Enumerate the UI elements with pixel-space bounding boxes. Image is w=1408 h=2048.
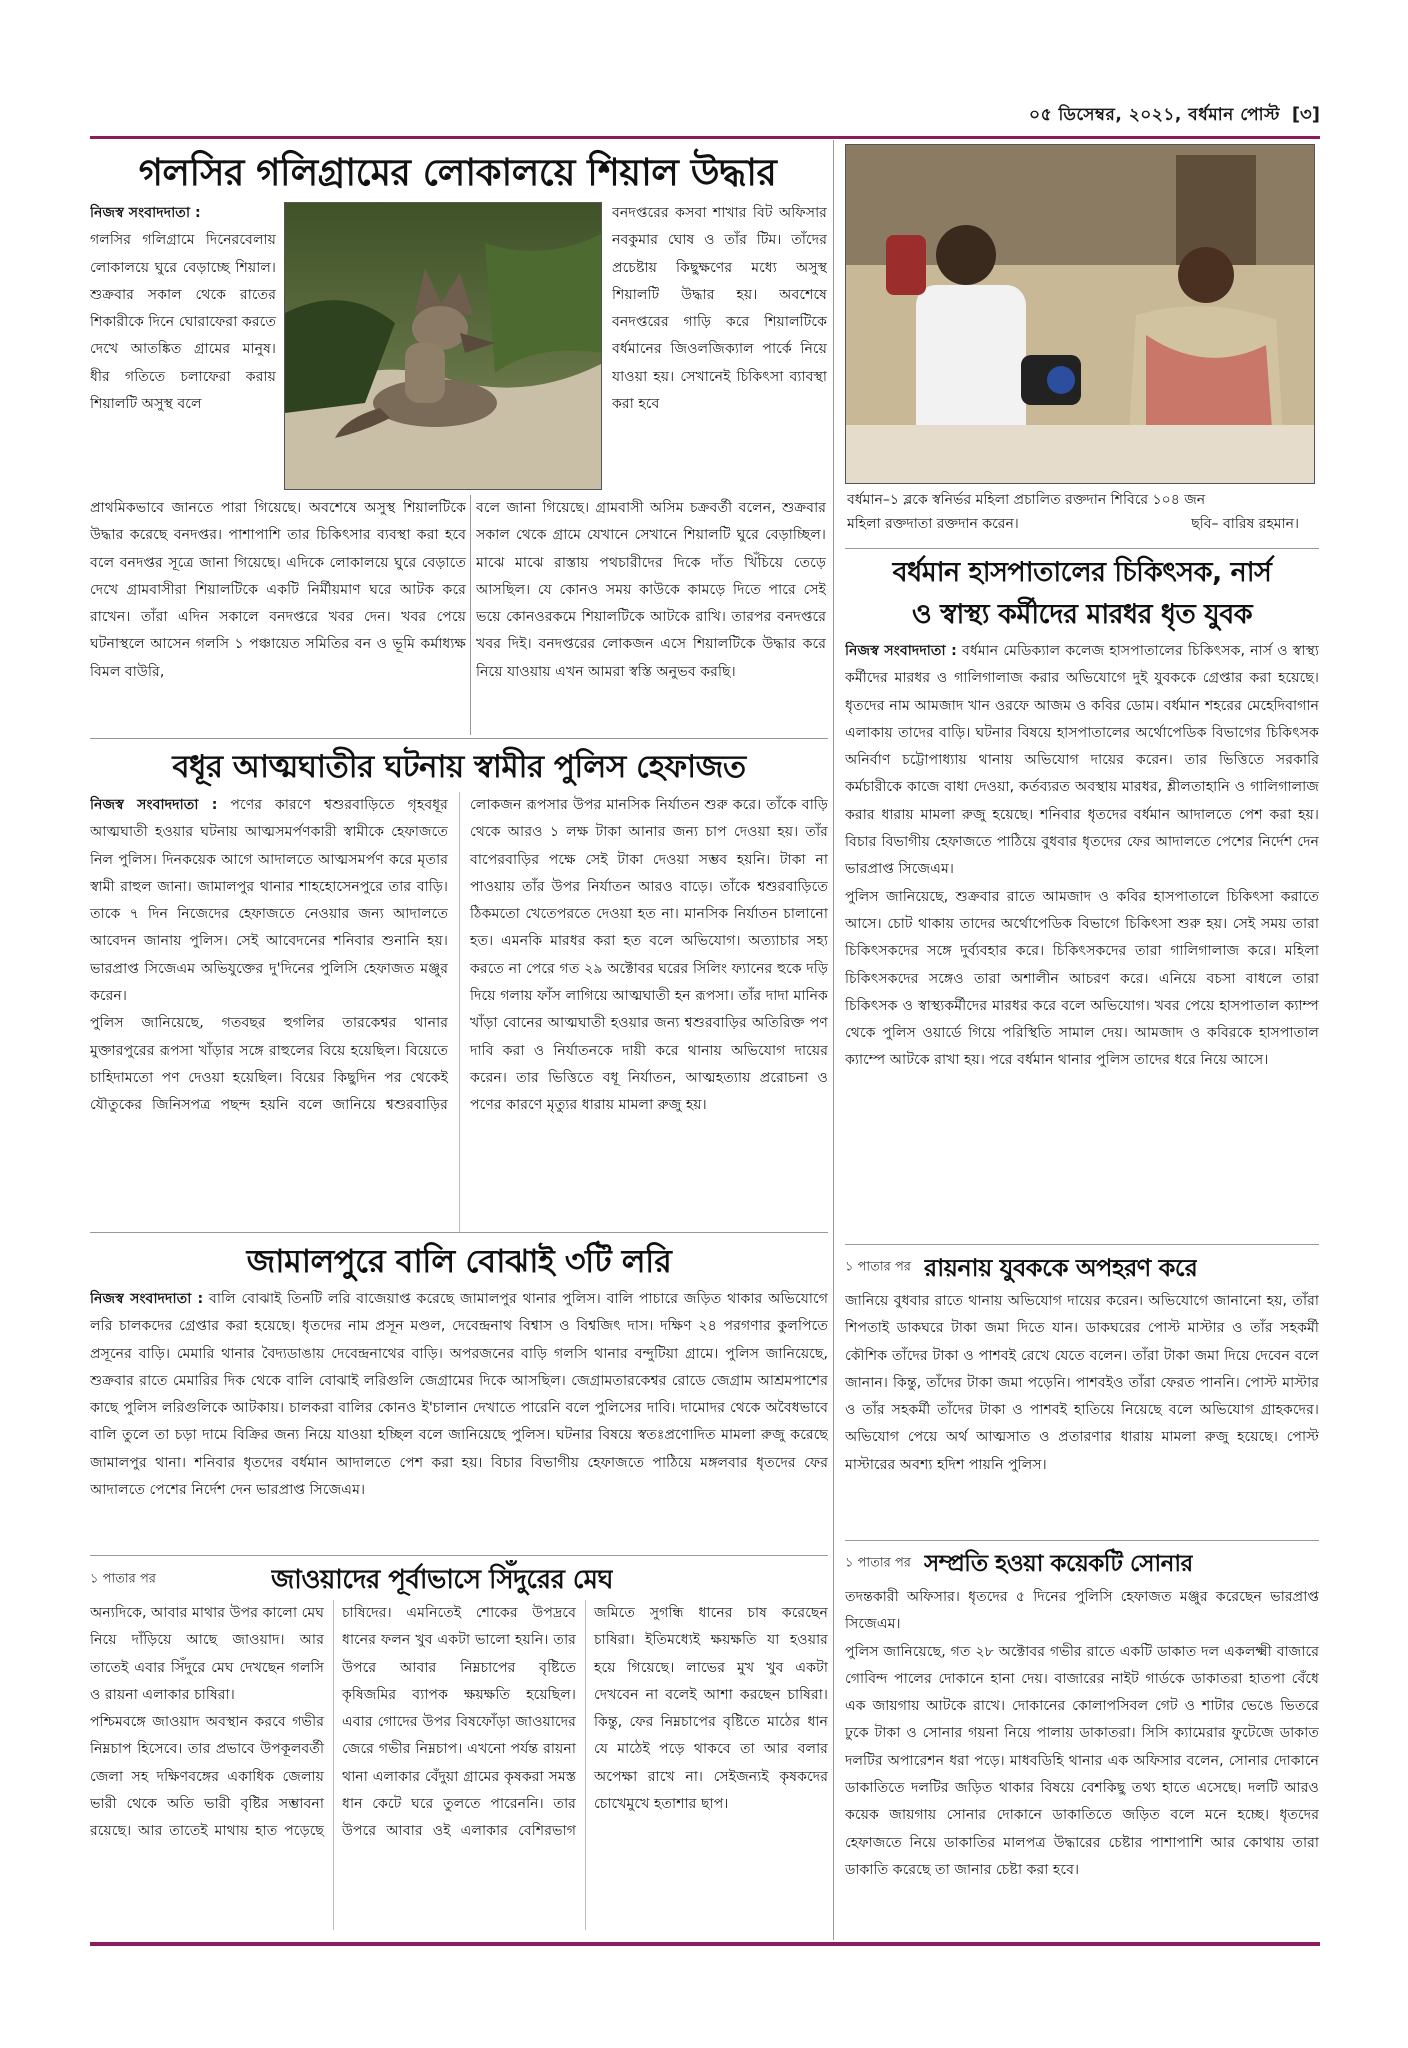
story2-byline: নিজস্ব সংবাদদাতা : [90, 797, 218, 813]
story1-lower-left: প্রাথমিকভাবে জানতে পারা গিয়েছে। অবশেষে অসুস্থ শিয়ালটিকে উদ্ধার করেছে বনদপ্তর। পাশাপাশি তার চিকিৎসার ব্যবস্থা করা হবে বলে বনদপ্তর সূত্রে জানা গিয়েছে। এদিকে লোকালয়ে ঘুরে বেড়াতে দেখে গ্রামবাসীরা শিয়ালটিকে একটি নির্মীয়মাণ ঘরে আটক করে রাখেন। তাঁরা এদিন সকালে বনদপ্তরে খবর দেন। খবর পেয়ে ঘটনাস্থলে আসেন গলসি ১ পঞ্চায়েত সমিতির বন ও ভূমি কর্মাধ্যক্ষ বিমল বাউরি, [90, 500, 466, 680]
photo-credit: ছবি– বারিষ রহমান। [1191, 516, 1299, 532]
story-separator [845, 548, 1319, 549]
photo-caption-line-1: বর্ধমান–১ ব্লকে স্বনির্ভর মহিলা প্রচালিত রক্তদান শিবিরে ১০৪ জন [847, 492, 1206, 508]
story5-headline-line-2: ও স্বাস্থ্য কর্মীদের মারধর ধৃত যুবক [911, 599, 1253, 630]
column-divider [833, 140, 834, 1940]
story1-lower-right: বলে জানা গিয়েছে। গ্রামবাসী অসিম চক্রবর্তী বলেন, শুক্রবার সকাল থেকে গ্রামে যেখানে সেখানে শিয়ালটি ঘুরে বেড়াচ্ছিল। মাঝে মাঝে রাস্তায় পথচারীদের দিকে দাঁত খিঁচিয়ে তেড়ে আসছিল। যে কোনও সময় কাউকে কামড়ে দিতে পারে সেই ভয়ে কোনওরকমে শিয়ালটিকে আটকে রাখি। তারপর বনদপ্তরে খবর দিই। বনদপ্তরের লোকজন এসে শিয়ালটিকে উদ্ধার করে নিয়ে যাওয়ায় এখন আমরা স্বস্তি অনুভব করছি। [476, 500, 826, 680]
story5-headline-line-1: বর্ধমান হাসপাতালের চিকিৎসক, নার্স [892, 557, 1272, 588]
story1-text-beside-photo: গলসির গলিগ্রামে দিনেরবেলায় লোকালয়ে ঘুরে বেড়াচ্ছে শিয়াল। শুক্রবার সকাল থেকে রাতের শিকারীকে দিনে ঘোরাফেরা করতে দেখে আতঙ্কিত গ্রামের মানুষ। ধীর গতিতে চলাফেরা করায় শিয়ালটি অসুস্থ বলে [90, 232, 276, 413]
story7-body [845, 1584, 1319, 1934]
story5-byline: নিজস্ব সংবাদদাতা : [845, 643, 957, 659]
story4-continued-label: ১ পাতার পর [90, 1571, 156, 1587]
story1-intro [90, 200, 276, 495]
story3-text: বালি বোঝাই তিনটি লরি বাজেয়াপ্ত করেছে জামালপুর থানার পুলিস। বালি পাচারে জড়িত থাকার অভিযোগে লরি চালকদের গ্রেপ্তার করা হয়েছে। ধৃতদের নাম প্রসূন মণ্ডল, দেবেন্দ্রনাথ বিশ্বাস ও বিশ্বজিৎ দাস। দক্ষিণ ২৪ পরগণার কুলপিতে প্রসূনের বাড়ি। মেমারি থানার বৈদ্যডাঙায় দেবেন্দ্রনাথের বাড়ি। অপরজনের বাড়ি গলসি থানার বন্দুটিয়া গ্রামে। পুলিস জানিয়েছে, শুক্রবার রাতে মেমারির দিক থেকে বালি বোঝাই লরিগুলি জেগ্রামের দিকে আসছিল। জেগ্রামতারকেশ্বর রোডে জেগ্রাম আশ্রমপাশের কাছে পুলিস লরিগুলিকে আটকায়। চালকরা বালির কোনও ই'চালান দেখাতে পারেনি বলে পুলিসের দাবি। দামোদর থেকে অবৈধভাবে বালি তুলে তা চড়া দামে বিক্রির জন্য নিয়ে যাওয়া হচ্ছিল বলে জানিয়েছে পুলিস। ঘটনার বিষয়ে স্বতঃপ্রণোদিত মামলা রুজু করেছে জামালপুর থানা। শনিবার ধৃতদের বর্ধমান আদালতে পেশ করা হয়। বিচার বিভাগীয় হেফাজতে পাঠিয়ে মঙ্গলবার ধৃতদের ফের আদালতে পেশের নির্দেশ দেন ভারপ্রাপ্ত সিজেএম। [90, 1291, 828, 1499]
photo-caption [847, 488, 1317, 540]
story2-paragraph-1: পণের কারণে শ্বশুরবাড়িতে গৃহবধূর আত্মঘাতী হওয়ার ঘটনায় আত্মসমর্পণকারী স্বামীকে হেফাজতে নিল পুলিস। দিনকয়েক আগে আদালতে আত্মসমর্পণ করে মৃতার স্বামী রাহুল জানা। জামালপুর থানার শাহহোসেনপুরে তার বাড়ি। তাকে ৭ দিন নিজেদের হেফাজতে নেওয়ার জন্য আদালতে আবেদন জানায় পুলিস। সেই আবেদনের শনিবার শুনানি হয়। ভারপ্রাপ্ত সিজেএম অভিযুক্তের দু'দিনের পুলিসি হেফাজত মঞ্জুর করেন। [90, 797, 448, 1005]
story3-body [90, 1286, 828, 1554]
story2-paragraph-2: পুলিস জানিয়েছে, গতবছর হুগলির তারকেশ্বর থানার মুক্তারপুরের রূপসা খাঁড়ার সঙ্গে রাহুলের বিয়ে হয়েছিল। বিয়েতে চাহিদামতো পণ দেওয়া হয়েছিল। বিয়ের কিছুদিন পর থেকেই যৌতুকের জিনিসপত্র পছন্দ হয়নি বলে জানিয়ে শ্বশুরবাড়ির লোকজন রূপসার উপর মানসিক নির্যাতন শুরু করে। তাঁকে বাড়ি থেকে আরও ১ লক্ষ টাকা আনার জন্য চাপ দেওয়া হয়। তাঁর বাপেরবাড়ির পক্ষে সেই টাকা দেওয়া সম্ভব হয়নি। টাকা না পাওয়ায় তাঁর উপর নির্যাতন আরও বাড়ে। তাঁকে শ্বশুরবাড়িতে ঠিকমতো খেতেপরতে দেওয়া হত না। মানসিক নির্যাতন চালানো হত। এমনকি মারধর করা হত বলে অভিযোগ। অত্যাচার সহ্য করতে না পেরে গত ২৯ অক্টোবর ঘরের সিলিং ফ্যানের হুকে দড়ি দিয়ে গলায় ফাঁস লাগিয়ে আত্মঘাতী হন রূপসা। তাঁর দাদা মানিক খাঁড়া বোনের আত্মঘাতী হওয়ার জন্য শ্বশুরবাড়ির অতিরিক্ত পণ দাবি করা ও নির্যাতনকে দায়ী করে থানায় অভিযোগ দায়ের করেন। তার ভিত্তিতে বধূ নির্যাতন, আত্মহত্যায় প্ররোচনা ও পণের কারণে মৃত্যুর ধারায় মামলা রুজু হয়। [90, 797, 828, 1114]
story7-continued-label: ১ পাতার পর [845, 1555, 911, 1571]
story7-paragraph-2: পুলিস জানিয়েছে, গত ২৮ অক্টোবর গভীর রাতে একটি ডাকাত দল একলক্ষ্মী বাজারে গোবিন্দ পালের দোকানে হানা দেয়। বাজারের নাইট গার্ডকে ডাকাতরা হাতপা বেঁধে এক জায়গায় আটকে রাখে। দোকানের কোলাপসিবল গেট ও শাটার ভেঙে ভিতরে ঢুকে টাকা ও সোনার গয়না নিয়ে পালায় ডাকাতরা। সিসি ক্যামেরার ফুটেজে ডাকাত দলটির অপারেশন ধরা পড়ে। মাধবডিহি থানার এক অফিসার বলেন, সোনার দোকানে ডাকাতিতে দলটির জড়িত থাকার বিষয়ে বেশকিছু তথ্য হাতে এসেছে। দলটি আরও কয়েক জায়গায় সোনার দোকানে ডাকাতিতে জড়িত বলে মনে হচ্ছে। ধৃতদের হেফাজতে নিয়ে ডাকাতির মালপত্র উদ্ধারের চেষ্টার পাশাপাশি আর কোথায় তারা ডাকাতি করেছে তা জানার চেষ্টা করা হবে। [845, 1643, 1319, 1878]
story-separator [90, 1555, 828, 1556]
story5-paragraph-2: পুলিস জানিয়েছে, শুক্রবার রাতে আমজাদ ও কবির হাসপাতালে চিকিৎসা করাতে আসে। চোট থাকায় তাদের অর্থোপেডিক বিভাগে চিকিৎসা শুরু হয়। সেই সময় তারা চিকিৎসকদের সঙ্গে দুর্ব্যবহার করে। চিকিৎসকদের তারা গালিগালাজ করে। মহিলা চিকিৎসকদের সঙ্গেও তারা অশালীন আচরণ করে। এনিয়ে বচসা বাধলে তারা চিকিৎসক ও স্বাস্থ্যকর্মীদের মারধর করে বলে অভিযোগ। খবর পেয়ে হাসপাতাল ক্যাম্প থেকে পুলিস ওয়ার্ডে গিয়ে পরিস্থিতি সামাল দেয়। আমজাদ ও কবিরকে হাসপাতাল ক্যাম্পে আটকে রাখা হয়। পরে বর্ধমান থানার পুলিস তাদের ধরে নিয়ে আসে। [845, 888, 1319, 1069]
story1-byline: নিজস্ব সংবাদদাতা : [90, 205, 201, 221]
story4-headline: জাওয়াদের পূর্বাভাসে সিঁদুরের মেঘ [271, 1565, 613, 1595]
story6-head-row [845, 1248, 1319, 1288]
story1-headline: গলসির গলিগ্রামের লোকালয়ে শিয়াল উদ্ধার [138, 151, 777, 194]
story2-body [90, 792, 828, 1232]
blood-donation-photo [845, 144, 1315, 484]
story3-byline: নিজস্ব সংবাদদাতা : [90, 1291, 204, 1307]
story-separator [90, 738, 828, 739]
page-number: [৩] [1291, 104, 1320, 125]
date-and-paper-name: ০৫ ডিসেম্বর, ২০২১, বর্ধমান পোস্ট [1029, 105, 1280, 125]
header-rule [90, 136, 1320, 139]
story6-body: জানিয়ে বুধবার রাতে থানায় অভিযোগ দায়ের করেন। অভিযোগে জানানো হয়, তাঁরা শিপতাই ডাকঘরে টাকা জমা দিতে যান। ডাকঘরের পোস্ট মাস্টার ও তাঁর সহকর্মী কৌশিক তাঁদের টাকা ও পাশবই রেখে যেতে বলেন। তাঁরা টাকা জমা দিয়ে দেবেন বলে জানান। কিন্তু, তাঁদের টাকা জমা পড়েনি। পাশবইও তাঁরা ফেরত পাননি। পোস্ট মাস্টার ও তাঁর সহকর্মী তাঁদের টাকা ও পাশবই হাতিয়ে নিয়েছে বলে অভিযোগ গ্রাহকদের। অভিযোগ পেয়ে অর্থ আত্মসাত ও প্রতারণার ধারায় মামলা রুজু হয়েছে। পোস্ট মাস্টারের অবশ্য হদিশ পায়নি পুলিস। [845, 1293, 1319, 1473]
jackal-photo-illustration [285, 203, 602, 490]
page-header [90, 98, 1320, 136]
story6-headline: রায়নায় যুবককে অপহরণ করে [924, 1254, 1198, 1282]
story4-paragraph-1: অন্যদিকে, আবার মাথার উপর কালো মেঘ নিয়ে দাঁড়িয়ে আছে জাওয়াদ। আর তাতেই এবার সিঁদুরে মেঘ দেখছেন গলসি ও রায়না এলাকার চাষিরা। [90, 1605, 324, 1703]
story2-headline: বধূর আত্মঘাতীর ঘটনায় স্বামীর পুলিস হেফাজত [172, 749, 746, 785]
story5-headline [845, 552, 1319, 636]
story5-body [845, 638, 1319, 1238]
story5-paragraph-1: বর্ধমান মেডিক্যাল কলেজ হাসপাতালের চিকিৎসক, নার্স ও স্বাস্থ্য কর্মীদের মারধর ও গালিগালাজ করার অভিযোগে দুই যুবককে গ্রেপ্তার করা হয়েছে। ধৃতদের নাম আমজাদ খান ওরফে আজম ও কবির ডোম। বর্ধমান শহরের মেহেদিবাগান এলাকায় তাদের বাড়ি। ঘটনার বিষয়ে হাসপাতালের অর্থোপেডিক বিভাগের চিকিৎসক অনির্বাণ চট্টোপাধ্যায় থানায় অভিযোগ দায়ের করেন। তার ভিত্তিতে সরকারি কর্মচারীকে কাজে বাধা দেওয়া, কর্তব্যরত অবস্থায় মারধর, শ্লীলতাহানি ও গালিগালাজ করার ধারায় মামলা রুজু হয়েছে। শনিবার ধৃতদের বর্ধমান আদালতে পেশ করা হয়। বিচার বিভাগীয় হেফাজতে পাঠিয়ে বুধবার ধৃতদের ফের আদালতে পেশের নির্দেশ দেন ভারপ্রাপ্ত সিজেএম। [845, 643, 1319, 878]
story-separator [90, 1232, 828, 1233]
story-separator [845, 1540, 1319, 1541]
story3-headline: জামালপুরে বালি বোঝাই ৩টি লরি [246, 1242, 672, 1280]
photo-caption-line-2: মহিলা রক্তদাতা রক্তদান করেন। [847, 516, 1019, 532]
story1-right-of-photo: বনদপ্তরের কসবা শাখার বিট অফিসার নবকুমার ঘোষ ও তাঁর টিম। তাঁদের প্রচেষ্টায় কিছুক্ষণের মধ্যে অসুস্থ শিয়ালটি উদ্ধার হয়। অবশেষে বনদপ্তরের গাড়ি করে শিয়ালটিকে বর্ধমানের জিওলজিক্যাল পার্কে নিয়ে যাওয়া হয়। সেখানেই চিকিৎসা ব্যাবস্থা করা হবে [612, 205, 827, 413]
story7-paragraph-1: তদন্তকারী অফিসার। ধৃতদের ৫ দিনের পুলিসি হেফাজত মঞ্জুর করেছেন ভারপ্রাপ্ত সিজেএম। [845, 1589, 1319, 1633]
story6-continued-label: ১ পাতার পর [845, 1259, 911, 1275]
story-separator [845, 1244, 1319, 1245]
story1-divider [470, 495, 471, 735]
story4-paragraph-2: পশ্চিমবঙ্গে জাওয়াদ অবস্থান করবে গভীর নিম্নচাপ হিসেবে। তার প্রভাবে উপকূলবর্তী জেলা সহ দক্ষিণবঙ্গের একাধিক জেলায় ভারী থেকে অতি ভারী বৃষ্টির সম্ভাবনা রয়েছে। আর তাতেই মাথায় হাত পড়েছে চাষিদের। এমনিতেই শোকের উপদ্রবে ধানের ফলন খুব একটা ভালো হয়নি। তার উপরে আবার নিম্নচাপের বৃষ্টিতে কৃষিজমির ব্যাপক ক্ষয়ক্ষতি হয়েছিল। এবার গোদের উপর বিষফোঁড়া জাওয়াদের জেরে গভীর নিম্নচাপ। এখনো পর্যন্ত রায়না থানা এলাকার বেঁদুয়া গ্রামের কৃষকরা সমস্ত ধান কেটে ঘরে তুলতে পারেননি। তার উপরে আবার ওই এলাকার বেশিরভাগ জমিতে সুগন্ধি ধানের চাষ করেছেন চাষিরা। ইতিমধ্যেই ক্ষয়ক্ষতি যা হওয়ার হয়ে গিয়েছে। লাভের মুখ খুব একটা দেখবেন না বলেই আশা করছেন চাষিরা। কিন্তু, ফের নিম্নচাপের বৃষ্টিতে মাঠের ধান যে মাঠেই পড়ে থাকবে তা আর বলার অপেক্ষা রাখে না। সেইজন্যই কৃষকদের চোখেমুখে হতাশার ছাপ। [90, 1605, 828, 1840]
jackal-photo [284, 202, 602, 490]
story7-headline: সম্প্রতি হওয়া কয়েকটি সোনার [924, 1551, 1193, 1577]
story4-head-row [90, 1560, 828, 1600]
story7-head-row [845, 1544, 1319, 1584]
blood-donation-photo-illustration [846, 145, 1315, 484]
footer-rule [90, 1942, 1320, 1946]
story4-body [90, 1600, 828, 1930]
